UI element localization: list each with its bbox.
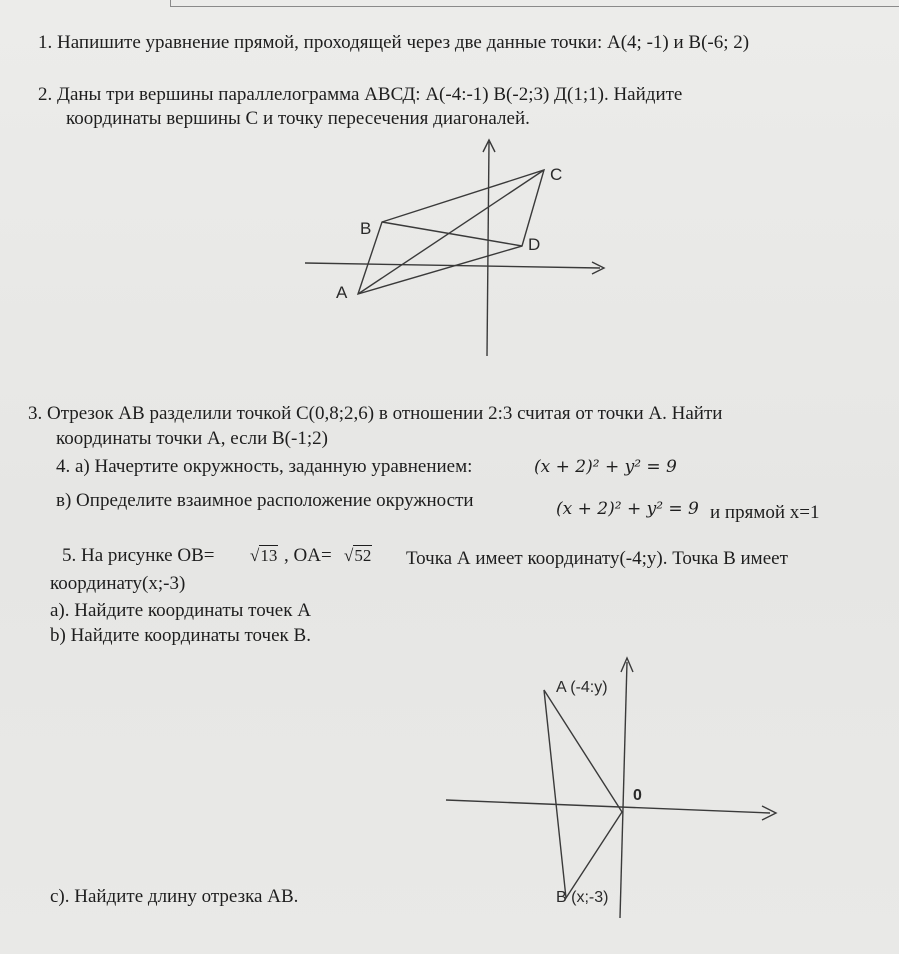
task-4a-equation: (x + 2)² + y² = 9: [534, 457, 677, 477]
task-3-line-2: координаты точки А, если В(-1;2): [56, 428, 328, 449]
task-4b-tail: и прямой x=1: [710, 502, 820, 523]
task-2-line-1: 2. Даны три вершины параллелограмма АВСД: A(-4:-1) B(-2;3) Д(1;1). Найдите: [38, 84, 683, 105]
y-axis-2: [620, 662, 627, 918]
task-5-oa-label: , OA=: [284, 545, 332, 566]
task-5-start: 5. На рисунке OB=: [62, 545, 215, 566]
triangle-aob: [544, 690, 622, 898]
task-5c: с). Найдите длину отрезка АВ.: [50, 886, 299, 907]
task-5a: а). Найдите координаты точек А: [50, 600, 311, 621]
point-b-label: B: [360, 219, 372, 238]
task-1: 1. Напишите уравнение прямой, проходящей через две данные точки: A(4; -1) и B(-6; 2): [38, 32, 750, 53]
point-a-label: A: [336, 283, 348, 302]
origin-label: 0: [633, 787, 642, 804]
sqrt-oa: √52: [344, 546, 372, 565]
x-axis-2: [446, 800, 770, 813]
sqrt-ob-radicand: 13: [260, 546, 278, 565]
task-2-line-2: координаты вершины С и точку пересечения диагоналей.: [66, 108, 530, 129]
task-4b-text: в) Определите взаимное расположение окружности: [56, 490, 474, 511]
point-a-coord-label: A (-4:y): [556, 679, 608, 696]
task-3-line-1: 3. Отрезок АВ разделили точкой С(0,8;2,6) в отношении 2:3 считая от точки А. Найти: [28, 403, 723, 424]
sqrt-ob: √13: [250, 546, 278, 565]
task-5b: b) Найдите координаты точек В.: [50, 625, 311, 646]
sqrt-oa-radicand: 52: [354, 546, 372, 565]
point-c-label: C: [550, 165, 563, 184]
task-4a-text: 4. а) Начертите окружность, заданную уравнением:: [56, 456, 473, 477]
task-5-line-2: координату(х;-3): [50, 573, 186, 594]
task-5-rest: Точка А имеет координату(-4;у). Точка В имеет: [406, 548, 788, 569]
task-4b-equation: (x + 2)² + y² = 9: [556, 499, 699, 519]
point-b-coord-label: B (x;-3): [556, 889, 609, 906]
point-d-label: D: [528, 235, 541, 254]
